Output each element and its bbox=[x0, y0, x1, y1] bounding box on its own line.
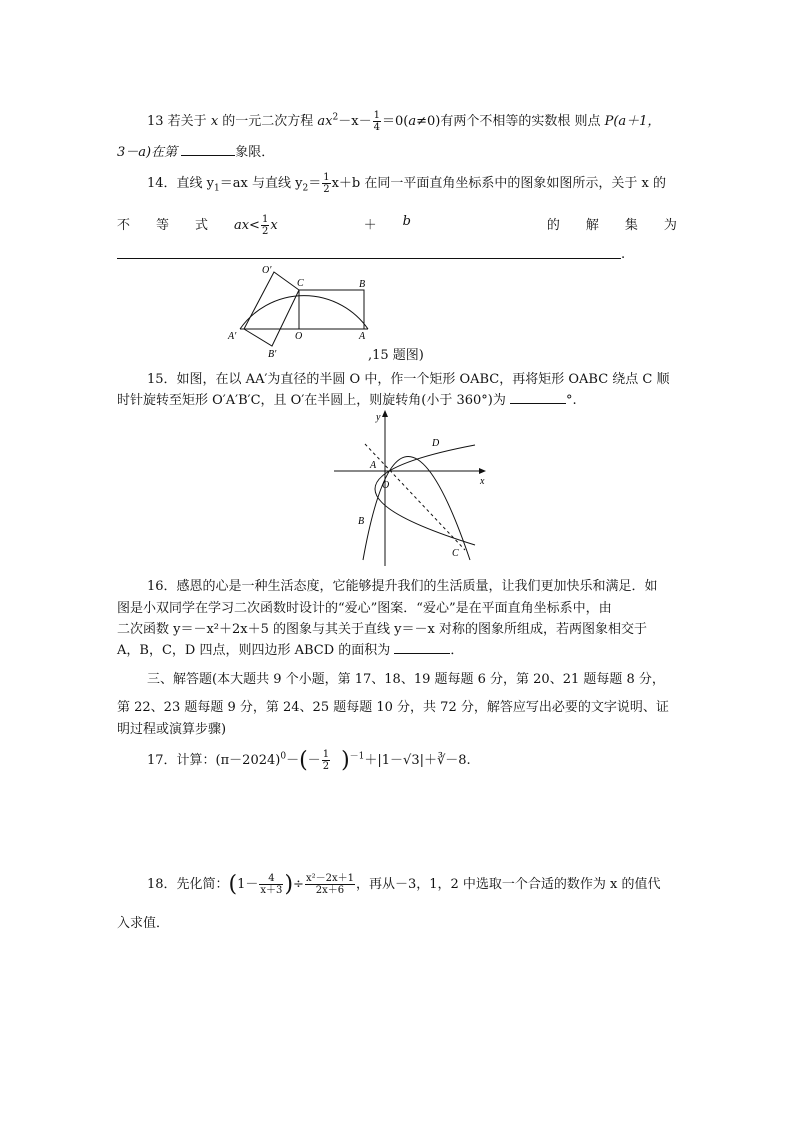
label-b: B bbox=[359, 279, 366, 290]
q14-answer-line[interactable] bbox=[117, 252, 621, 259]
q14-inequality: ax< $\frac{1}{2}$ x bbox=[233, 214, 278, 237]
section3-line2: 第 22、23 题每题 9 分，第 24、25 题每题 10 分，共 72 分，解答应写出必要的文字说明、证 bbox=[117, 700, 669, 715]
q18-fraction-1: $\frac{4}{x+3}$ bbox=[260, 873, 283, 896]
q14-fraction: $\frac{1}{2}$ bbox=[323, 172, 330, 195]
answer-blank[interactable] bbox=[181, 155, 235, 156]
answer-blank[interactable] bbox=[394, 653, 450, 654]
q17-expression: 17．计算：$(\pi-2024)^0-(-$ $\frac{1}{2}$ )$^{-1}$＋|1－√3|＋∛－8. bbox=[147, 748, 471, 773]
q15-line1: 15．如图，在以 AA′为直径的半圆 O 中，作一个矩形 OABC，再将矩形 OABC 绕点 C 顺 bbox=[147, 372, 670, 387]
label-o-prime: O′ bbox=[262, 265, 272, 276]
label-b: B bbox=[358, 516, 365, 527]
q13-line2: 3－a)在第 象限． bbox=[117, 145, 275, 160]
q14-line2: 不 等 式 ax< $\frac{1}{2}$ x ＋ b 的 解 集 为 bbox=[117, 214, 677, 237]
label-c: C bbox=[297, 278, 304, 289]
q18-fraction-2: $\frac{\text{x²－2x＋1}}{2x+6}$ bbox=[305, 873, 354, 896]
q13-fraction: $\frac{1}{4}$ bbox=[373, 110, 380, 133]
q16-line4: A，B，C，D 四点，则四边形 ABCD 的面积为 ． bbox=[117, 643, 464, 658]
label-a: A bbox=[359, 331, 366, 342]
label-b-prime: B′ bbox=[268, 349, 277, 360]
answer-blank[interactable] bbox=[510, 403, 566, 404]
label-d: D bbox=[432, 438, 440, 449]
q14-end-dot: . bbox=[621, 247, 626, 262]
q13-line1: 13 若关于 x 的一元二次方程 $ax^2-x-$ $\frac{1}{4}$ ＝0(a≠0)有两个不相等的实数根 则点 P(a＋1， bbox=[147, 110, 661, 133]
q17-fraction: $\frac{1}{2}$ bbox=[322, 749, 330, 772]
parabola-2 bbox=[375, 445, 475, 545]
section3-line1: 三、解答题(本大题共 9 个小题，第 17、18、19 题每题 6 分，第 20、21 题每题 8 分， bbox=[147, 672, 665, 687]
parabola-1 bbox=[363, 457, 470, 561]
x-axis-arrow bbox=[479, 468, 486, 474]
label-c: C bbox=[452, 548, 459, 559]
y-axis-arrow bbox=[382, 410, 388, 417]
fig15-caption: ,15 题图) bbox=[368, 348, 424, 363]
rectangle-rotated bbox=[244, 272, 299, 346]
label-a-prime: A′ bbox=[228, 331, 237, 342]
q16-line2: 图是小双同学在学习二次函数时设计的“爱心”图案．“爱心”是在平面直角坐标系中，由 bbox=[117, 601, 612, 616]
figure-16 bbox=[330, 408, 490, 568]
q18-line2: 入求值． bbox=[117, 916, 170, 931]
label-a: A bbox=[370, 460, 377, 471]
label-o: O bbox=[382, 480, 390, 491]
label-x: x bbox=[480, 476, 485, 487]
label-y: y bbox=[376, 412, 381, 423]
section3-line3: 明过程或演算步骤) bbox=[117, 722, 227, 737]
q16-line3: 二次函数 y＝－x²＋2x＋5 的图象与其关于直线 y＝－x 对称的图象所组成，若两图象相交于 bbox=[117, 622, 647, 637]
q16-line1: 16．感恩的心是一种生活态度，它能够提升我们的生活质量，让我们更加快乐和满足．如 bbox=[147, 579, 658, 594]
q14-line1: 14．直线 $y_1=ax$ 与直线 $y_2=$ $\frac{1}{2}$ x＋b 在同一平面直角坐标系中的图象如图所示，关于 x 的 bbox=[147, 172, 666, 195]
q15-line2: 时针旋转至矩形 O′A′B′C，且 O′在半圆上，则旋转角(小于 360°)为 °. bbox=[117, 393, 577, 408]
label-o: O bbox=[295, 331, 303, 342]
q18-expression: 18．先化简：(1－ $\frac{4}{x+3}$ )÷ $\frac{\text{x²－2x＋1}}{2x+6}$ ，再从－3，1，2 中选取一个合适的数作为 x 的值代 bbox=[147, 872, 661, 897]
